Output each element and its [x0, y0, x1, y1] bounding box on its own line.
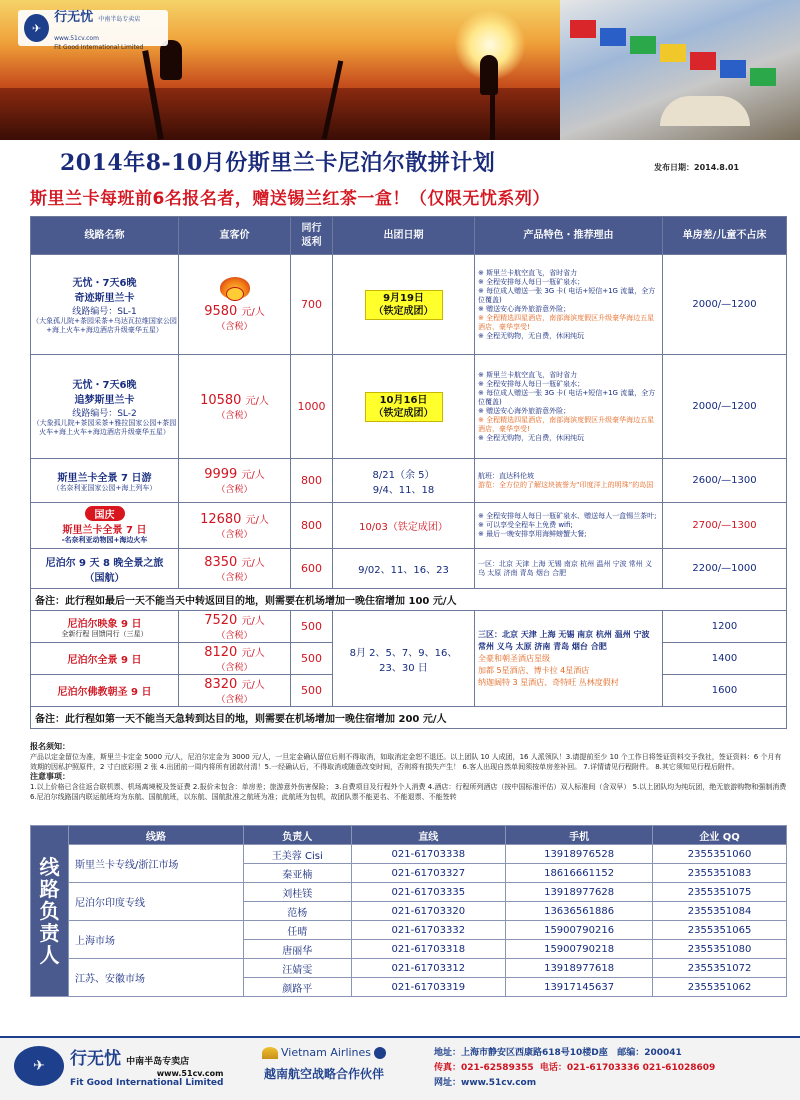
price-cell [179, 355, 291, 459]
footer-zip: 邮编：200041 [617, 1048, 682, 1058]
vietnam-airlines-lotus-icon [262, 1047, 278, 1059]
features-cell [475, 255, 663, 355]
contacts-label-text: 线路负责人 [39, 855, 60, 967]
rebate-cell: 1000 [291, 355, 333, 459]
col-header-route: 线路名称 [31, 217, 179, 255]
promo-banner-text: 斯里兰卡每班前6名报名者，赠送锡兰红茶一盒！（仅限无忧系列） [30, 189, 550, 209]
room-diff-cell: 2000/—1200 [663, 255, 787, 355]
rebate-cell: 500 [291, 611, 333, 643]
contact-tel: 021-61703338 [351, 845, 506, 864]
nepal-dates-cell: 8月 2、5、7、9、16、23、30 日 [333, 611, 475, 707]
feature-item: 加都 5星酒店、博卡拉 4星酒店 [478, 665, 590, 675]
contact-name: 汪婧雯 [244, 959, 352, 978]
route-desc: 全新行程 回馈同行（三星） [61, 629, 148, 638]
feature-item: 纳迦阔特 3 星酒店、奇特旺 丛林度假村 [478, 677, 619, 687]
price-tax: （含税） [216, 631, 253, 641]
date-cell: 9/02、11、16、23 [333, 549, 475, 589]
route-cell [31, 459, 179, 503]
market-name: 尼泊尔印度专线 [69, 883, 244, 921]
col-header-person: 负责人 [244, 826, 352, 845]
brand-url: www.51cv.com [54, 34, 99, 42]
price-value: 9999 [204, 467, 238, 482]
col-header-features: 产品特色・推荐理由 [475, 217, 663, 255]
table-row [31, 503, 787, 549]
route-name-2: 追梦斯里兰卡 [74, 395, 135, 406]
price-tax: （含税） [216, 322, 253, 332]
contact-mobile: 15900790216 [506, 921, 653, 940]
note-text: 备注：此行程如第一天不能当天急转到达目的地，则需要在机场增加一晚住宿增加 200 元/人 [31, 707, 787, 729]
feature-item: ※ 全程安排每人每日一瓶矿泉水； [478, 277, 585, 286]
contacts-header-row [31, 826, 787, 845]
price-cell [179, 611, 291, 643]
notice-heading: 报名须知： [30, 742, 70, 751]
contact-qq: 2355351080 [653, 940, 787, 959]
room-diff-cell: 1400 [663, 643, 787, 675]
route-cell [31, 643, 179, 675]
price-unit: 元/人 [241, 558, 265, 569]
col-header-rebate: 同行返利 [291, 217, 333, 255]
price-cell [179, 643, 291, 675]
feature-item: 游览：全方位的了解这块被誉为“印度洋上的明珠”的岛国 [478, 480, 654, 489]
date-cell [333, 255, 475, 355]
route-desc: -名奈利亚动物园+海边火车 [61, 536, 148, 544]
contact-name: 颜路平 [244, 978, 352, 997]
feature-item: ※ 赠送安心海外旅游意外险； [478, 304, 571, 313]
notice-text: 产品以定金留位为准，斯里兰卡定金 5000 元/人，尼泊尔定金为 3000 元/人，一旦定金确认留位后则不得取消，如取消定金恕不退还。以上团队 10 人成团，16 人派领队！3.请提前至少 10 个工作日将签证资料交予我社，签证资料：6 个月有效期的因私护照原件，2 寸白底彩照 2 张 4.出团前一周内将所有团款付清！5.一经确认后，不得取消或随意改变时间，否则将有损失产生！ 6.客人出现自然单间须按单房差补回。 7.详情请见行程附件。 8.其它须知见行程后附件。 [30, 753, 782, 771]
footer [0, 1036, 800, 1100]
feature-item: ※ 赠送安心海外旅游意外险； [478, 406, 571, 415]
contact-name: 唐丽华 [244, 940, 352, 959]
brand-subtitle: 中南半岛专卖店 [98, 15, 141, 23]
note-row [31, 707, 787, 729]
sea-horizon [0, 88, 600, 140]
date-status: （铁定成团） [373, 305, 434, 317]
date-cell: 10/03（铁定成团） [333, 503, 475, 549]
footer-address: 地址：上海市静安区西康路618号10楼D座 [434, 1048, 608, 1058]
table-row [31, 549, 787, 589]
col-header-room-diff: 单房差/儿童不占床 [663, 217, 787, 255]
price-unit: 元/人 [241, 616, 265, 627]
date-value-2: 9/4、11、18 [372, 484, 435, 496]
feature-item: ※ 全程无购物，无自费，休闲纯玩 [478, 433, 585, 442]
footer-brand-subtitle: 中南半岛专卖店 [126, 1057, 190, 1067]
rebate-cell: 500 [291, 643, 333, 675]
route-code: 线路编号：SL-1 [72, 307, 137, 317]
stilt-fisherman-figure [480, 55, 498, 95]
price-tax: （含税） [216, 663, 253, 673]
feature-item: 全豪和朝圣酒店星级 [478, 653, 550, 663]
header-banner-image [0, 0, 800, 140]
contact-qq: 2355351075 [653, 883, 787, 902]
route-name: 无忧・7天6晚 [72, 380, 137, 391]
brand-logo-icon: ✈ [14, 1046, 64, 1086]
price-value: 8320 [204, 677, 238, 692]
attention-text: 1.以上价格已含往返合联机票、机场离境税及签证费 2.报价未包含：单房差；旅游意外伤害保险； 3.自费项目及行程外个人消费 4.酒店：行程所列酒店（按中国标准评估）双人标准间（含双早） 5.以上团队均为纯玩团，绝无旅游购物和强制消费 6.尼泊尔线路国内联运航班均为东航、国航航班，以东航、国航批准之航班为准；此航班为包机，故团队票不能更名、不能退票、不能签转 [30, 783, 787, 801]
features-cell [475, 355, 663, 459]
col-header-mobile: 手机 [506, 826, 653, 845]
footer-phone: 电话：021-61703336 021-61028609 [539, 1063, 716, 1073]
rebate-cell: 800 [291, 459, 333, 503]
price-cell [179, 503, 291, 549]
route-name: 尼泊尔佛教朝圣 9 日 [57, 687, 152, 698]
route-cell [31, 255, 179, 355]
contact-tel: 021-61703318 [351, 940, 506, 959]
table-row [31, 611, 787, 643]
footer-web: 网址：www.51cv.com [434, 1078, 537, 1088]
room-diff-cell: 2600/—1300 [663, 459, 787, 503]
table-row [31, 255, 787, 355]
contact-qq: 2355351072 [653, 959, 787, 978]
contact-row [31, 845, 787, 864]
feature-item: ※ 全程精选四星酒店，南部海滨度假区升级豪华海边五星酒店，豪华享受! [478, 313, 655, 331]
contact-row [31, 959, 787, 978]
route-cell [31, 355, 179, 459]
feature-item: 三区：北京 天津 上海 无锡 南京 杭州 温州 宁波 常州 义乌 太原 济南 青岛 烟台 合肥 [478, 629, 650, 651]
contact-name: 王美蓉 Cisi [244, 845, 352, 864]
route-name: 尼泊尔 9 天 8 晚全景之旅 [45, 557, 164, 569]
page-title: 2014年8-10月份斯里兰卡尼泊尔散拼计划 [60, 150, 496, 176]
feature-item: ※ 每位成人赠送一张 3G 卡( 电话+短信+1G 流量，全方位覆盖) [478, 388, 656, 406]
product-table [30, 216, 787, 729]
publish-date: 发布日期：2014.8.01 [654, 163, 740, 172]
date-status: （铁定成团） [373, 407, 434, 419]
route-name-2: 奇迹斯里兰卡 [74, 293, 135, 304]
feature-item: ※ 全程安排每人每日一瓶矿泉水； [478, 379, 585, 388]
stilt-fisherman-pole [490, 90, 495, 140]
feature-item: ※ 全程安排每人每日一瓶矿泉水、赠送每人一盒锡兰茶叶; [478, 512, 657, 520]
prayer-flags-stupa-image [560, 0, 800, 140]
rebate-cell: 600 [291, 549, 333, 589]
contact-qq: 2355351065 [653, 921, 787, 940]
price-cell [179, 459, 291, 503]
route-name: 尼泊尔全景 9 日 [67, 655, 142, 666]
feature-item: ※ 每位成人赠送一张 3G 卡( 电话+短信+1G 流量，全方位覆盖) [478, 286, 656, 304]
contact-tel: 021-61703312 [351, 959, 506, 978]
contact-row [31, 921, 787, 940]
features-cell [475, 549, 663, 589]
route-name: 斯里兰卡全景 7 日 [62, 525, 147, 536]
price-value: 8350 [204, 555, 238, 570]
price-unit: 元/人 [245, 396, 269, 407]
route-desc: （名奈利亚国家公园+海上列车） [52, 483, 157, 492]
date-value: 8/21（余 5） [372, 469, 435, 481]
hot-fire-icon [216, 277, 254, 303]
note-row [31, 589, 787, 611]
price-value: 8120 [204, 645, 238, 660]
market-name: 上海市场 [69, 921, 244, 959]
contact-mobile: 15900790218 [506, 940, 653, 959]
feature-item: 航班：直达科伦坡 [478, 471, 534, 480]
feature-item: 一区：北京 天津 上海 无锡 南京 杭州 温州 宁波 常州 义乌 太原 济南 青岛 烟台 合肥 [478, 559, 653, 577]
fixed-date-highlight [365, 392, 443, 422]
rebate-cell: 700 [291, 255, 333, 355]
rebate-cell: 800 [291, 503, 333, 549]
route-name: 无忧・7天6晚 [72, 278, 137, 289]
contact-name: 任晴 [244, 921, 352, 940]
contacts-table [30, 825, 787, 997]
nepal-features-cell [475, 611, 663, 707]
features-cell [475, 459, 663, 503]
booking-notice [30, 742, 787, 802]
table-row [31, 459, 787, 503]
brand-logo [18, 9, 168, 51]
rebate-cell: 500 [291, 675, 333, 707]
price-tax: （含税） [216, 695, 253, 705]
skyteam-icon [374, 1047, 386, 1059]
footer-brand-url: www.51cv.com [156, 1069, 224, 1078]
price-unit: 元/人 [241, 648, 265, 659]
contact-name: 秦亚楠 [244, 864, 352, 883]
contact-name: 刘桂镁 [244, 883, 352, 902]
room-diff-cell: 2700/—1300 [663, 503, 787, 549]
feature-item: ※ 全程无购物，无自费，休闲纯玩 [478, 331, 585, 340]
contact-mobile: 13918977618 [506, 959, 653, 978]
contacts-side-label [31, 826, 69, 997]
table-row [31, 355, 787, 459]
contact-mobile: 18616661152 [506, 864, 653, 883]
national-day-badge: 国庆 [85, 506, 125, 521]
contact-tel: 021-61703320 [351, 902, 506, 921]
price-tax: （含税） [216, 485, 253, 495]
route-cell [31, 503, 179, 549]
route-cell [31, 549, 179, 589]
contact-tel: 021-61703335 [351, 883, 506, 902]
market-name: 江苏、安徽市场 [69, 959, 244, 997]
contact-row [31, 883, 787, 902]
contact-qq: 2355351083 [653, 864, 787, 883]
route-desc: （国航） [84, 572, 125, 584]
price-tax: （含税） [216, 573, 253, 583]
footer-brand-english: Fit Good International Limited [70, 1078, 224, 1088]
feature-item: ※ 最后一晚安排享用海鲜螃蟹大餐; [478, 530, 587, 538]
contact-mobile: 13918977628 [506, 883, 653, 902]
room-diff-cell: 1200 [663, 611, 787, 643]
price-value: 7520 [204, 613, 238, 628]
col-header-price: 直客价 [179, 217, 291, 255]
note-text: 备注：此行程如最后一天不能当天中转返回目的地，则需要在机场增加一晚住宿增加 100 元/人 [31, 589, 787, 611]
airline-partner [262, 1046, 386, 1082]
contact-tel: 021-61703319 [351, 978, 506, 997]
fixed-date-highlight [365, 290, 443, 320]
contact-name: 范杨 [244, 902, 352, 921]
price-unit: 元/人 [241, 307, 265, 318]
contact-qq: 2355351084 [653, 902, 787, 921]
partner-caption: 越南航空战略合作伙伴 [264, 1067, 385, 1081]
contact-mobile: 13636561886 [506, 902, 653, 921]
col-header-qq: 企业 QQ [653, 826, 787, 845]
date-value: 9月19日 [383, 292, 424, 304]
date-value: 10月16日 [379, 394, 428, 406]
price-tax: （含税） [216, 411, 253, 421]
airline-name: Vietnam Airlines [281, 1046, 372, 1059]
route-cell [31, 675, 179, 707]
date-cell [333, 459, 475, 503]
price-cell [179, 675, 291, 707]
feature-item: ※ 可以享受全程车上免费 wifi; [478, 521, 573, 529]
price-value: 10580 [200, 393, 242, 408]
date-cell [333, 355, 475, 459]
price-value: 9580 [204, 304, 238, 319]
route-desc: （大象孤儿院+茶园采茶+雅拉国家公园+茶园火车+海上火车+海边酒店升级豪华五星） [32, 419, 177, 436]
brand-name: 行无忧 [54, 9, 94, 25]
route-name: 斯里兰卡全景 7 日游 [57, 472, 152, 484]
feature-item: ※ 斯里兰卡航空直飞，省时省力 [478, 268, 578, 277]
price-cell [179, 255, 291, 355]
route-desc: （大象孤儿院+茶园采茶+乌达瓦拉维国家公园+海上火车+海边酒店升级豪华五星） [32, 317, 177, 334]
contact-qq: 2355351060 [653, 845, 787, 864]
feature-item: ※ 全程精选四星酒店，南部海滨度假区升级豪华海边五星酒店，豪华享受! [478, 415, 655, 433]
price-tax: （含税） [216, 530, 253, 540]
route-name: 尼泊尔映象 9 日 [67, 618, 142, 630]
contact-mobile: 13918976528 [506, 845, 653, 864]
footer-brand-logo [14, 1044, 223, 1088]
features-cell [475, 503, 663, 549]
contact-mobile: 13917145637 [506, 978, 653, 997]
room-diff-cell: 2000/—1200 [663, 355, 787, 459]
route-code: 线路编号：SL-2 [72, 409, 137, 419]
price-unit: 元/人 [241, 470, 265, 481]
brand-logo-icon: ✈ [24, 14, 49, 42]
footer-brand-name: 行无忧 [70, 1049, 121, 1069]
footer-fax: 传真：021-62589355 [434, 1063, 534, 1073]
room-diff-cell: 2200/—1000 [663, 549, 787, 589]
col-header-tel: 直线 [351, 826, 506, 845]
price-cell [179, 549, 291, 589]
table-header-row [31, 217, 787, 255]
contact-qq: 2355351062 [653, 978, 787, 997]
price-unit: 元/人 [241, 680, 265, 691]
contact-tel: 021-61703332 [351, 921, 506, 940]
brand-english-name: Fit Good International Limited [54, 43, 144, 51]
market-name: 斯里兰卡专线/浙江市场 [69, 845, 244, 883]
col-header-dates: 出团日期 [333, 217, 475, 255]
room-diff-cell: 1600 [663, 675, 787, 707]
col-header-market: 线路 [69, 826, 244, 845]
feature-item: ※ 斯里兰卡航空直飞，省时省力 [478, 370, 578, 379]
contact-tel: 021-61703327 [351, 864, 506, 883]
attention-heading: 注意事项： [30, 772, 70, 781]
price-value: 12680 [200, 512, 242, 527]
price-unit: 元/人 [245, 515, 269, 526]
contact-info [434, 1046, 715, 1091]
route-cell [31, 611, 179, 643]
